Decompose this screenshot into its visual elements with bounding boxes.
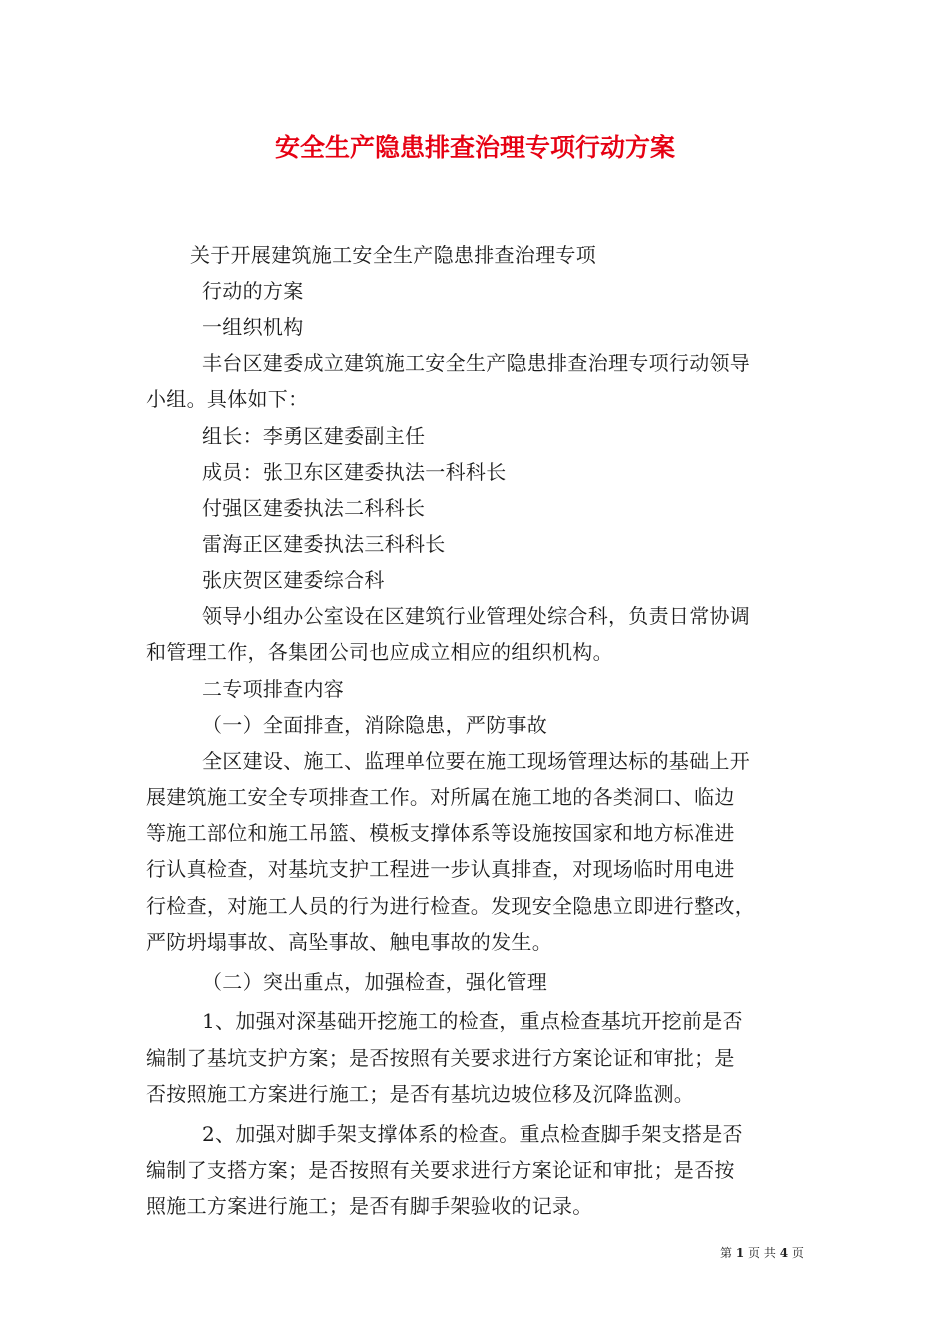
- current-page-number: 1: [735, 1246, 745, 1260]
- body-line: 展建筑施工安全专项排查工作。对所属在施工地的各类洞口、临边: [146, 785, 735, 809]
- subsection-heading: （一）全面排查，消除隐患，严防事故: [202, 713, 548, 737]
- total-pages-number: 4: [779, 1246, 789, 1260]
- body-line: 丰台区建委成立建筑施工安全生产隐患排查治理专项行动领导: [202, 351, 751, 375]
- body-line: 等施工部位和施工吊篮、模板支撑体系等设施按国家和地方标准进: [146, 821, 735, 845]
- body-line: 雷海正区建委执法三科科长: [202, 532, 446, 556]
- body-line: 编制了支搭方案；是否按照有关要求进行方案论证和审批；是否按: [146, 1158, 735, 1182]
- body-line: 组长：李勇区建委副主任: [202, 424, 426, 448]
- body-line: 2、加强对脚手架支撑体系的检查。重点检查脚手架支搭是否: [202, 1122, 743, 1146]
- section-heading: 一组织机构: [202, 315, 304, 339]
- body-line: 领导小组办公室设在区建筑行业管理处综合科，负责日常协调: [202, 604, 751, 628]
- page-footer: [720, 1245, 804, 1261]
- section-heading: 二专项排查内容: [202, 677, 345, 701]
- body-line: 张庆贺区建委综合科: [202, 568, 385, 592]
- body-line: 关于开展建筑施工安全生产隐患排查治理专项: [190, 243, 596, 267]
- body-line: 严防坍塌事故、高坠事故、触电事故的发生。: [146, 930, 552, 954]
- footer-middle: 页 共: [748, 1246, 776, 1260]
- body-line: 否按照施工方案进行施工；是否有基坑边坡位移及沉降监测。: [146, 1082, 695, 1106]
- body-line: 小组。具体如下：: [146, 387, 309, 411]
- footer-suffix: 页: [791, 1246, 804, 1260]
- document-title: 安全生产隐患排查治理专项行动方案: [274, 133, 675, 162]
- subsection-heading: （二）突出重点，加强检查，强化管理: [202, 970, 548, 994]
- body-line: 成员：张卫东区建委执法一科科长: [202, 460, 507, 484]
- body-line: 编制了基坑支护方案；是否按照有关要求进行方案论证和审批；是: [146, 1046, 735, 1070]
- body-line: 行动的方案: [202, 279, 304, 303]
- body-line: 全区建设、施工、监理单位要在施工现场管理达标的基础上开: [202, 749, 751, 773]
- footer-prefix: 第: [720, 1246, 733, 1260]
- body-line: 照施工方案进行施工；是否有脚手架验收的记录。: [146, 1194, 593, 1218]
- body-line: 行检查，对施工人员的行为进行检查。发现安全隐患立即进行整改，: [146, 894, 755, 918]
- body-line: 1、加强对深基础开挖施工的检查，重点检查基坑开挖前是否: [202, 1009, 743, 1033]
- body-line: 付强区建委执法二科科长: [202, 496, 426, 520]
- body-line: 行认真检查，对基坑支护工程进一步认真排查，对现场临时用电进: [146, 857, 735, 881]
- body-line: 和管理工作，各集团公司也应成立相应的组织机构。: [146, 640, 613, 664]
